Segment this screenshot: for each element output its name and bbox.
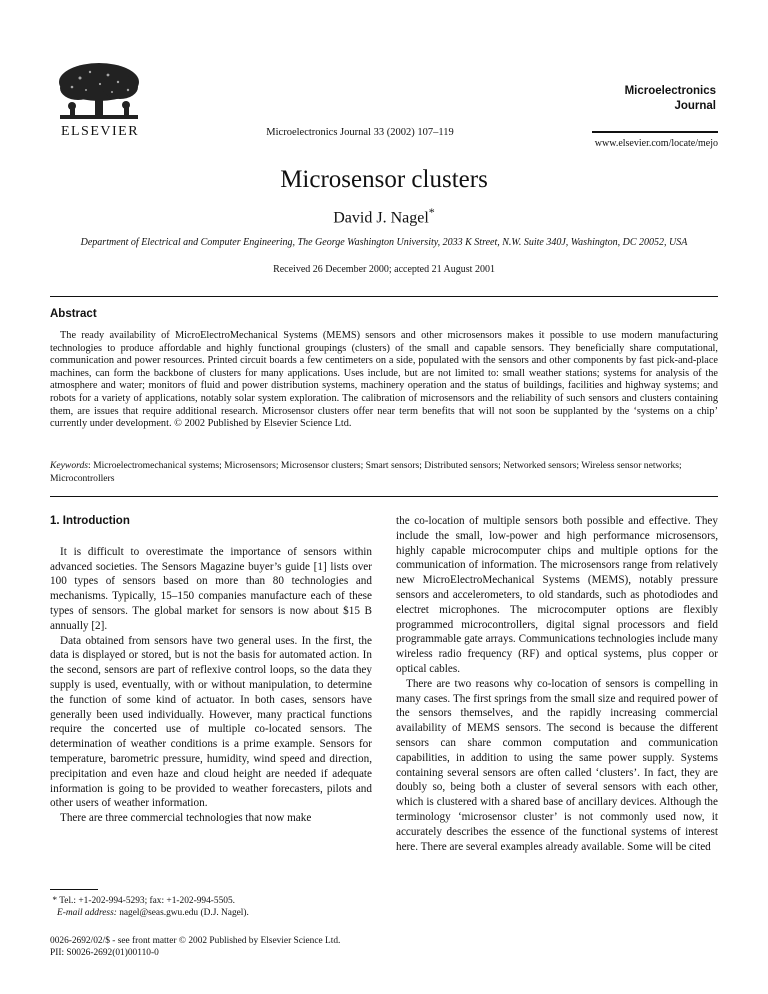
footnote-contact: Tel.: +1-202-994-5293; fax: +1-202-994-5505.	[59, 896, 235, 906]
abstract-bottom-rule	[50, 496, 718, 497]
footnote-rule	[50, 889, 98, 890]
received-dates: Received 26 December 2000; accepted 21 August 2001	[273, 264, 495, 275]
section-heading: 1. Introduction	[50, 515, 130, 527]
author-footnote-mark: *	[428, 205, 435, 219]
copyright-notice: 0026-2692/02/$ - see front matter © 2002 Published by Elsevier Science Ltd.	[50, 936, 341, 946]
keywords	[50, 460, 718, 485]
abstract-heading: Abstract	[50, 308, 97, 320]
right-column	[396, 514, 718, 854]
paragraph-1: It is difficult to overestimate the importance of sensors within advanced societies. The Sensors Magazine buyer’s guide [1] lists over 100 types of sensors based on more than 80 technologies and mechanisms. Typically, 15–150 companies manufacture each of these types of sensors. The global market for sensors is now about $15 B annually [2].	[50, 545, 372, 632]
paragraph-4: the co-location of multiple sensors both possible and effective. They include the small, low-power and high performance microsensors, highly capable microcomputer chips and multiple options for the communication of information. The microsensors range from relatively new MicroElectroMechanical Systems (MEMS), notably pressure sensors and accelerometers, to old standards, such as photodiodes and electret microphones. The microcomputer options are flexibly programmed microcontrollers, digital signal processors and field programmable gate arrays. Communications technologies include many wireless radio frequency (RF) and optical systems, plus copper or optical cables.	[396, 515, 718, 675]
publisher-name: ELSEVIER	[60, 124, 140, 139]
footnote-mark: *	[52, 896, 58, 906]
left-column	[50, 514, 372, 826]
footnote-email[interactable]: nagel@seas.gwu.edu (D.J. Nagel).	[119, 908, 249, 918]
paragraph-5: There are two reasons why co-location of sensors is compelling in many cases. The first springs from the small size and required power of the sensors themselves, and the rapidly increasing commercial availability of MEMS sensors. The second is because the different sensors can share common computation and communication capabilities, in addition to using the same power supply. Systems containing several sensors are often called ‘clusters’. In fact, they are doubly so, being both a cluster of several sensors with each other, which is clustered with a shared base of ancillary devices. Although the terminology ‘microsensor cluster’ is not commonly used now, it accurately describes the essence of the functional systems of interest here. There are several examples already available. Some will be cited	[396, 677, 718, 853]
pii-code: PII: S0026-2692(01)00110-0	[50, 948, 159, 958]
paragraph-2: Data obtained from sensors have two general uses. In the first, the data is displayed or stored, but is not the basis for automated action. In the second, sensors are part of reflexive control loops, so the data they supply is used, eventually, with or without manipulation, to determine the function of some kind of actuator. In both cases, sensors have generally been used individually. However, many practical functions require the concerted use of multiple co-located sensors. The determination of weather conditions is a prime example. Sensors for temperature, barometric pressure, humidity, wind speed and direction, precipitation and even haze and cloud height are needed if adequate information is going to be provided to weather forecasters, pilots and other users of weather information.	[50, 634, 372, 810]
paragraph-3: There are three commercial technologies that now make	[60, 812, 312, 825]
article-title: Microsensor clusters	[280, 166, 488, 193]
keywords-label: Keywords	[50, 460, 89, 471]
journal-name-line-2: Journal	[674, 100, 716, 112]
journal-name	[590, 84, 716, 114]
author-affiliation: Department of Electrical and Computer Engineering, The George Washington University, 2033 K Street, N.W. Suite 340J, Washington, DC 20052, USA	[80, 237, 688, 248]
journal-name-line-1: Microelectronics	[624, 85, 716, 97]
journal-url[interactable]: www.elsevier.com/locate/mejo	[594, 138, 718, 149]
author-line	[0, 205, 768, 227]
journal-rule	[592, 131, 718, 133]
footnote-email-label: E-mail address:	[57, 908, 117, 918]
keywords-list: : Microelectromechanical systems; Microsensors; Microsensor clusters; Smart sensors; Distributed sensors; Networked sensors; Wireless sensor networks; Microcontrollers	[50, 460, 682, 484]
abstract-body: The ready availability of MicroElectroMechanical Systems (MEMS) sensors and other microsensors makes it possible to use modern manufacturing technologies to produce affordable and highly functional groupings (clusters) of the small and capable sensors. They beneficially share computational, communication and power resources. Printed circuit boards a few centimeters on a side, populated with the sensors and other components by fast pick-and-place machines, can form the backbone of clusters for many applications. Uses include, but are not limited to: small weather stations; systems for analysis of the atmosphere and water; monitors of fluid and power distribution systems, machinery operation and the status of buildings, facilities and highway systems; and robots for a variety of applications, notably solar system exploration. The calibration of microsensors and the reliability of such sensors and clusters containing them, are issues that require additional research. Microsensor clusters offer near term benefits that will not soon be supplanted by the ‘systems on a chip’ currently under development. © 2002 Published by Elsevier Science Ltd.	[50, 330, 718, 430]
abstract-top-rule	[50, 296, 718, 297]
footnote	[50, 895, 372, 919]
journal-citation: Microelectronics Journal 33 (2002) 107–119	[266, 127, 454, 138]
author-name: David J. Nagel	[333, 209, 429, 227]
front-matter	[50, 935, 390, 959]
